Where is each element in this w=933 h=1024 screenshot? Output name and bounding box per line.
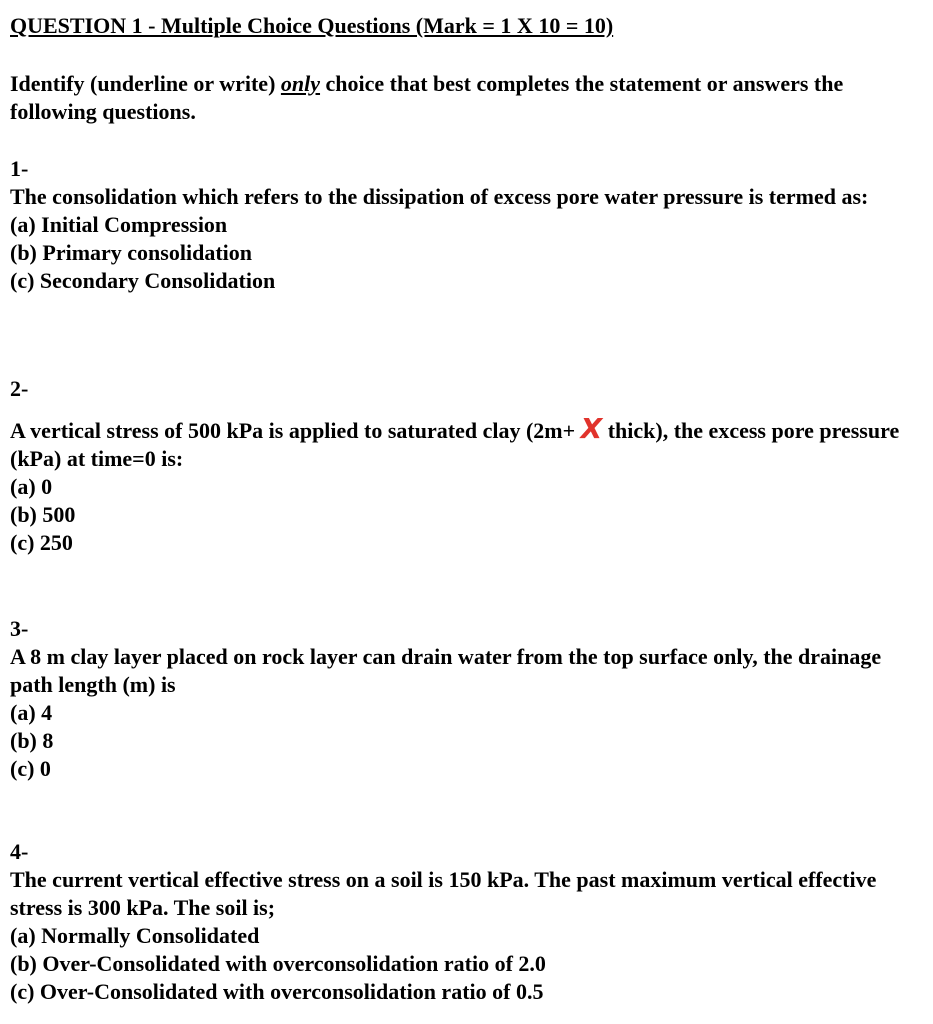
answer-option-b: (b) 8	[10, 728, 54, 753]
instructions	[10, 70, 910, 126]
red-x-mark: X	[580, 412, 603, 445]
question-4	[10, 838, 910, 1006]
question-1	[10, 155, 910, 295]
question-text: The current vertical effective stress on a soil is 150 kPa. The past maximum vertical effective stress is 300 kPa. The soil is;	[10, 867, 877, 920]
question-2	[10, 375, 910, 557]
answer-option-a: (a) 4	[10, 700, 53, 725]
question-text: A 8 m clay layer placed on rock layer can drain water from the top surface only, the drainage path length (m) is	[10, 644, 882, 697]
answer-option-b: (b) Over-Consolidated with overconsolidation ratio of 2.0	[10, 951, 546, 976]
answer-option-c: (c) 250	[10, 530, 73, 555]
answer-option-c: (c) Secondary Consolidation	[10, 268, 276, 293]
question-number: 3-	[10, 616, 29, 641]
answer-option-b: (b) 500	[10, 502, 76, 527]
instructions-emphasis: only	[280, 71, 321, 96]
question-text-after: thick), the excess pore pressure (kPa) at time=0 is:	[10, 418, 900, 471]
answer-option-a: (a) Normally Consolidated	[10, 923, 260, 948]
answer-option-a: (a) 0	[10, 474, 53, 499]
question-text: The consolidation which refers to the dissipation of excess pore water pressure is termed as:	[10, 184, 869, 209]
question-text-before: A vertical stress of 500 kPa is applied to saturated clay (2m+	[10, 418, 581, 443]
instructions-text-before: Identify (underline or write)	[10, 71, 281, 96]
answer-option-b: (b) Primary consolidation	[10, 240, 252, 265]
instructions-text-after: choice that best completes the statement or answers the following questions.	[10, 71, 844, 124]
question-number: 1-	[10, 156, 29, 181]
answer-option-c: (c) 0	[10, 756, 51, 781]
answer-option-c: (c) Over-Consolidated with overconsolidation ratio of 0.5	[10, 979, 544, 1004]
question-3	[10, 615, 910, 783]
question-text	[10, 412, 910, 473]
answer-option-a: (a) Initial Compression	[10, 212, 228, 237]
question-number: 4-	[10, 839, 29, 864]
section-heading: QUESTION 1 - Multiple Choice Questions (Mark = 1 X 10 = 10)	[10, 13, 614, 38]
question-number: 2-	[10, 376, 29, 401]
